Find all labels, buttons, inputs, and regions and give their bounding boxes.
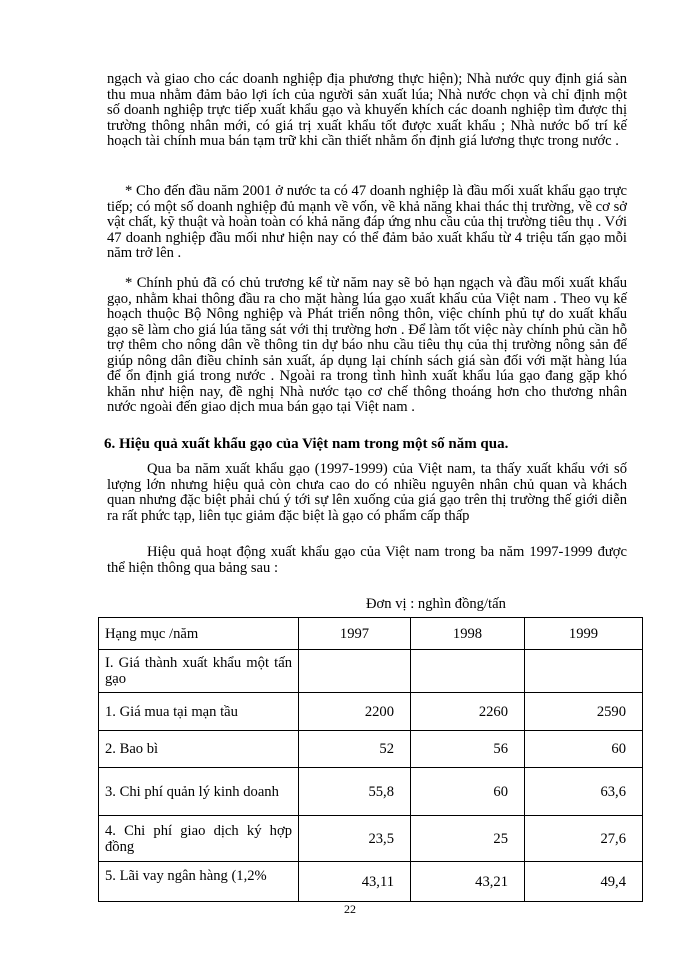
row-label: 5. Lãi vay ngân hàng (1,2% (99, 862, 299, 902)
page-number: 22 (344, 902, 356, 916)
table-row (99, 693, 643, 731)
section-heading: 6. Hiệu quả xuất khẩu gạo của Việt nam trong một số năm qua. (104, 436, 509, 452)
unit-note: Đơn vị : nghìn đồng/tấn (366, 596, 506, 612)
header-cell: Hạng mục /năm (99, 618, 299, 650)
value-cell: 60 (411, 768, 525, 816)
row-label: 3. Chi phí quản lý kinh doanh (99, 768, 299, 816)
value-cell: 55,8 (299, 768, 411, 816)
paragraph-government-policy: * Chính phủ đã có chủ trương kể từ năm nay sẽ bỏ hạn ngạch và đầu mối xuất khẩu gạo, nhằm khai thông đầu ra cho mặt hàng lúa gạo xuất khẩu của Việt nam . Theo vụ kế hoạch thuộc Bộ Nông nghiệp và Phát triển nông thôn, việc chính phủ tự do xuất khẩu gạo sẽ làm cho giá lúa tăng sát với thị trường hơn . Để làm tốt việc này chính phủ cần hỗ trợ thêm cho nông dân về thông tin dự báo nhu cầu tiêu thụ của thị trường nông sản để giúp nông dân điều chỉnh sản xuất, áp dụng lại chính sách giá sàn đối với mặt hàng lúa để ổn định giá trong nước . Ngoài ra trong tình hình xuất khẩu lúa gạo đang gặp khó khăn như hiện nay, đề nghị Nhà nước tạo cơ chế thông thoáng hơn cho thương nhân nước ngoài đến giao dịch mua bán gạo tại Việt nam . (107, 275, 627, 415)
value-cell: 25 (411, 816, 525, 862)
value-cell: 52 (299, 731, 411, 768)
table-row (99, 862, 643, 902)
header-cell: 1997 (299, 618, 411, 650)
row-label: 4. Chi phí giao dịch ký hợp đồng (99, 816, 299, 862)
value-cell: 2260 (411, 693, 525, 731)
table-row (99, 650, 643, 693)
paragraph-table-intro: Hiệu quả hoạt động xuất khẩu gạo của Việt nam trong ba năm 1997-1999 được thể hiện thông qua bảng sau : (107, 544, 627, 576)
table-header-row (99, 618, 643, 650)
value-cell: 56 (411, 731, 525, 768)
paragraph-exporters: * Cho đến đầu năm 2001 ở nước ta có 47 doanh nghiệp là đầu mối xuất khẩu gạo trực tiếp; có một số doanh nghiệp đủ mạnh về vốn, về khả năng khai thác thị trường, về cơ sở vật chất, kỹ thuật và hoàn toàn có khả năng đáp ứng nhu cầu của thị trường tiêu thụ . Với 47 doanh nghiệp đầu mối như hiện nay có thể đảm bảo xuất khẩu từ 4 triệu tấn gạo mỗi năm trở lên . (107, 183, 627, 261)
table-row (99, 768, 643, 816)
table-row (99, 731, 643, 768)
value-cell: 63,6 (525, 768, 643, 816)
value-cell: 23,5 (299, 816, 411, 862)
table-row (99, 816, 643, 862)
value-cell: 27,6 (525, 816, 643, 862)
value-cell: 2590 (525, 693, 643, 731)
value-cell: 43,21 (411, 862, 525, 902)
header-cell: 1998 (411, 618, 525, 650)
row-label: I. Giá thành xuất khẩu một tấn gạo (99, 650, 299, 693)
value-cell (525, 650, 643, 693)
header-cell: 1999 (525, 618, 643, 650)
paragraph-export-efficiency: Qua ba năm xuất khẩu gạo (1997-1999) của Việt nam, ta thấy xuất khẩu với số lượng lớn nhưng hiệu quả còn chưa cao do có nhiều nguyên nhân chủ quan và khách quan nhưng đặc biệt phải chú ý tới sự lên xuống của giá gạo trên thị trường thế giới diễn ra rất phức tạp, liên tục giảm đặc biệt là gạo có phẩm cấp thấp (107, 461, 627, 524)
value-cell: 60 (525, 731, 643, 768)
value-cell: 2200 (299, 693, 411, 731)
paragraph-continuation: ngạch và giao cho các doanh nghiệp địa phương thực hiện); Nhà nước quy định giá sàn thu mua nhằm đảm bảo lợi ích của người sản xuất lúa; Nhà nước chọn và chỉ định một số doanh nghiệp trực tiếp xuất khẩu gạo và khuyến khích các doanh nghiệp tìm được thị trường thông nhân mới, có giá trị xuất khẩu tốt được xuất khẩu ; Nhà nước bố trí kế hoạch tài chính mua bán tạm trữ khi cần thiết nhằm ổn định giá lương thực trong nước . (107, 71, 627, 149)
value-cell (411, 650, 525, 693)
value-cell: 43,11 (299, 862, 411, 902)
value-cell (299, 650, 411, 693)
row-label: 1. Giá mua tại mạn tầu (99, 693, 299, 731)
cost-table (98, 617, 643, 902)
value-cell: 49,4 (525, 862, 643, 902)
row-label: 2. Bao bì (99, 731, 299, 768)
